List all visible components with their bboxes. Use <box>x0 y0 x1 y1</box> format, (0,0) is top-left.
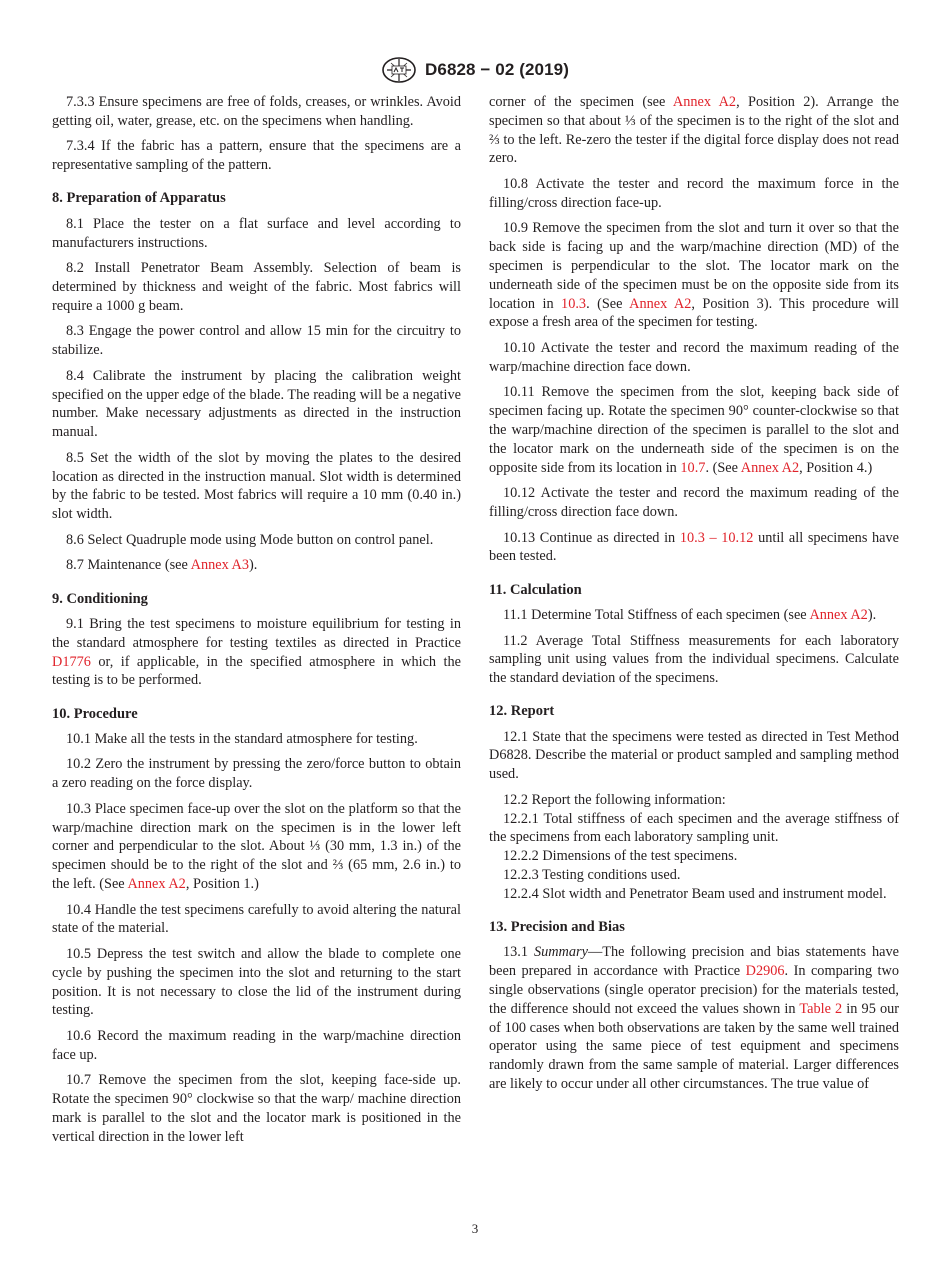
left-column <box>52 93 461 1147</box>
paragraph-8-5: 8.5 Set the width of the slot by moving the plates to the desired location as directed in the instruction manual. Slot width is determined by the fabric to be tested. Most fabrics will require a 10 mm (0.40 in.) slot width. <box>52 449 461 523</box>
paragraph-10-1: 10.1 Make all the tests in the standard atmosphere for testing. <box>66 730 418 747</box>
link-table-2[interactable]: Table 2 <box>799 1000 843 1017</box>
paragraph-12-2: 12.2 Report the following information: <box>503 791 726 808</box>
paragraph-10-3: 10.3 Place specimen face-up over the slot on the platform so that the warp/machine direction mark on the specimen is in the lower left corner and perpendicular to the slot. About ⅓ (30 mm, 1.3 in.) of the specimen should be to the right of the slot and ⅔ (65 mm, 2.6 in.) to the left. (See Annex A2, Position 1.) <box>52 800 461 893</box>
paragraph-7-3-4: 7.3.4 If the fabric has a pattern, ensure that the specimens are a representative sampling of the pattern. <box>52 138 461 174</box>
paragraph-8-3: 8.3 Engage the power control and allow 15 min for the circuitry to stabilize. <box>52 323 461 359</box>
paragraph-8-6: 8.6 Select Quadruple mode using Mode button on control panel. <box>66 531 434 548</box>
link-annex-a2[interactable]: Annex A2 <box>127 876 186 893</box>
paragraph-8-4: 8.4 Calibrate the instrument by placing the calibration weight specified on the upper edge of the blade. The reading will be a negative number. Make necessary adjustments as directed in the instruction manual. <box>52 367 461 441</box>
paragraph-10-9: 10.9 Remove the specimen from the slot and turn it over so that the back side is facing up and the warp/machine direction (MD) of the specimen is perpendicular to the slot. The locator mark on the underneath side of the specimen must be on the opposite side from its location in 10.3. (See Annex A2, Position 3). This procedure will expose a fresh area of the specimen for testing. <box>489 220 900 331</box>
paragraph-9-1: 9.1 Bring the test specimens to moisture equilibrium for testing in the standard atmosphere for testing textiles as directed in Practice D1776 or, if applicable, in the specified atmosphere in which the testing is to be performed. <box>52 615 461 689</box>
paragraph-11-2: 11.2 Average Total Stiffness measurements for each laboratory sampling unit using values from the individual specimens. Calculate the standard deviation of the specimens. <box>489 632 899 687</box>
link-annex-a2[interactable]: Annex A2 <box>740 459 800 476</box>
paragraph-10-12: 10.12 Activate the tester and record the maximum reading of the filling/cross direction face down. <box>489 485 899 520</box>
page-number: 3 <box>471 1221 479 1236</box>
section-heading-12: 12. Report <box>489 703 555 720</box>
link-10-7[interactable]: 10.7 <box>680 459 706 476</box>
link-10-3-to-10-12[interactable]: 10.3 – 10.12 <box>679 529 754 546</box>
section-heading-9: 9. Conditioning <box>52 590 148 607</box>
paragraph-10-7-continued: corner of the specimen (see Annex A2, Position 2). Arrange the specimen so that about ⅓ of the specimen is to the right of the slot and ⅔ to the left. Re-zero the tester if the digital force display does not read zero. <box>489 94 899 167</box>
paragraph-10-6: 10.6 Record the maximum reading in the warp/machine direction face up. <box>52 1028 461 1063</box>
paragraph-11-1: 11.1 Determine Total Stiffness of each specimen (see Annex A2). <box>503 606 877 623</box>
link-10-3[interactable]: 10.3 <box>561 295 587 312</box>
paragraph-10-4: 10.4 Handle the test specimens carefully to avoid altering the natural state of the material. <box>52 901 461 937</box>
right-column <box>489 93 899 1094</box>
paragraph-10-7: 10.7 Remove the specimen from the slot, keeping face-side up. Rotate the specimen 90° clockwise so that the warp/ machine direction mark is parallel to the slot and the locator mark is positioned in the vertical direction in the lower left <box>52 1072 461 1145</box>
paragraph-10-10: 10.10 Activate the tester and record the maximum reading of the warp/machine direction face down. <box>489 339 899 375</box>
paragraph-12-2-1: 12.2.1 Total stiffness of each specimen and the average stiffness of the specimens from each laboratory sampling unit. <box>489 810 899 846</box>
link-annex-a2[interactable]: Annex A2 <box>629 295 692 312</box>
page-header <box>0 56 950 84</box>
document-designation: D6828 − 02 (2019) <box>425 60 569 79</box>
link-d1776[interactable]: D1776 <box>52 653 91 670</box>
section-heading-13: 13. Precision and Bias <box>489 919 625 936</box>
link-annex-a2[interactable]: Annex A2 <box>809 606 868 623</box>
paragraph-12-2-4: 12.2.4 Slot width and Penetrator Beam used and instrument model. <box>503 885 887 902</box>
paragraph-10-8: 10.8 Activate the tester and record the maximum force in the filling/cross direction face-up. <box>489 175 899 211</box>
paragraph-12-2-3: 12.2.3 Testing conditions used. <box>503 867 681 884</box>
paragraph-13-1: 13.1 Summary—The following precision and bias statements have been prepared in accordance with Practice D2906. In comparing two single observations (single operator precision) for the materials tested, the difference should not exceed the values shown in Table 2 in 95 our of 100 cases when both observations are taken by the same well trained operator using the same piece of test equipment and specimens randomly drawn from the same sample of material. Larger differences are likely to occur under all other circumstances. The true value of <box>489 944 900 1093</box>
link-d2906[interactable]: D2906 <box>745 963 785 980</box>
paragraph-8-2: 8.2 Install Penetrator Beam Assembly. Selection of beam is determined by thickness and weight of the fabric. Most fabrics will require a 1000 g beam. <box>52 260 461 314</box>
paragraph-10-13: 10.13 Continue as directed in 10.3 – 10.12 until all specimens have been tested. <box>489 529 900 565</box>
paragraph-7-3-3: 7.3.3 Ensure specimens are free of folds, creases, or wrinkles. Avoid getting oil, water, grease, etc. on the specimens when handling. <box>52 94 461 129</box>
section-heading-11: 11. Calculation <box>489 581 582 598</box>
paragraph-8-1: 8.1 Place the tester on a flat surface and level according to manufacturers instructions. <box>52 215 461 251</box>
paragraph-10-5: 10.5 Depress the test switch and allow the blade to complete one cycle by pushing the specimen into the slot and returning to the start position. It is not necessary to close the lid of the instrument during testing. <box>52 946 461 1019</box>
paragraph-12-2-2: 12.2.2 Dimensions of the test specimens. <box>503 848 738 865</box>
paragraph-10-11: 10.11 Remove the specimen from the slot, keeping back side of specimen facing up. Rotate the specimen 90° counter-clockwise so that the warp/machine direction of the specimen is parallel to the slot and the locator mark on the underneath side of the specimen is on the opposite side from its location in 10.7. (See Annex A2, Position 4.) <box>489 384 899 476</box>
paragraph-8-7: 8.7 Maintenance (see Annex A3). <box>66 557 258 574</box>
astm-logo-icon <box>381 56 417 84</box>
paragraph-12-1: 12.1 State that the specimens were tested as directed in Test Method D6828. Describe the material or product sampled and sampling method used. <box>489 728 899 783</box>
section-heading-8: 8. Preparation of Apparatus <box>52 190 226 207</box>
section-heading-10: 10. Procedure <box>52 705 138 722</box>
paragraph-10-2: 10.2 Zero the instrument by pressing the zero/force button to obtain a zero reading on the force display. <box>52 756 461 792</box>
link-annex-a3[interactable]: Annex A3 <box>190 557 250 574</box>
link-annex-a2[interactable]: Annex A2 <box>672 94 737 110</box>
